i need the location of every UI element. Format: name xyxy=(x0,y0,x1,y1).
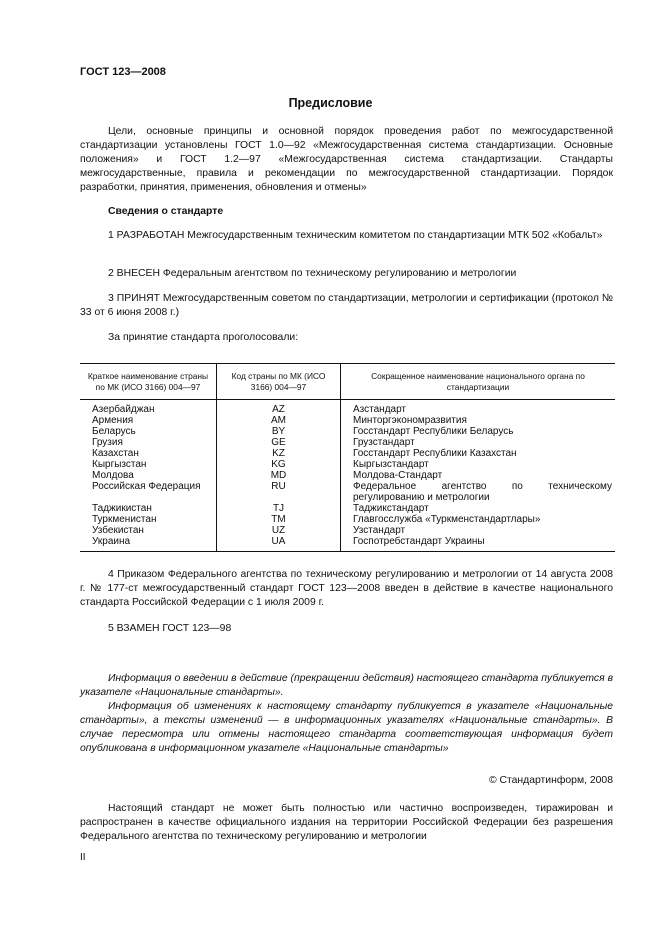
page-title: Предисловие xyxy=(288,96,373,110)
cell-body: Минторгэкономразвития xyxy=(353,415,467,426)
info-paragraph-2: Информация об изменениях к настоящему стандарту публикуется в указателе «Национальные стандарты», а тексты изменений — в информационных указателях «Национальные стандарты». В случае пересмотра или отмены настоящего стандарта соответствующая информация будет опубликована в информационном указателе «Национальные стандарты» xyxy=(80,701,613,754)
item-3: 3 ПРИНЯТ Межгосударственным советом по стандартизации, метрологии и сертификации (протокол № 33 от 6 июня 2008 г.) xyxy=(80,293,613,318)
cell-code: UA xyxy=(217,536,341,552)
cell-body: Госпотребстандарт Украины xyxy=(353,536,485,547)
cell-code: GE xyxy=(217,437,341,448)
table-row xyxy=(80,459,615,470)
document-code: ГОСТ 123—2008 xyxy=(80,66,166,78)
table-row xyxy=(80,503,615,514)
cell-country: Казахстан xyxy=(92,448,139,459)
column-header-country: Краткое наименование страны по МК (ИСО 3166) 004—97 xyxy=(80,364,217,400)
cell-country: Молдова xyxy=(92,470,134,481)
cell-body: Грузстандарт xyxy=(353,437,415,448)
cell-body: Кыргызстандарт xyxy=(353,459,429,470)
table-row xyxy=(80,470,615,481)
cell-code: RU xyxy=(217,481,341,503)
copyright: © Стандартинформ, 2008 xyxy=(488,775,613,786)
cell-country: Грузия xyxy=(92,437,123,448)
cell-body: Молдова-Стандарт xyxy=(353,470,443,481)
item-5: 5 ВЗАМЕН ГОСТ 123—98 xyxy=(108,623,232,634)
item-4: 4 Приказом Федерального агентства по техническому регулированию и метрологии от 14 августа 2008 г. № 177-ст межгосударственный стандарт ГОСТ 123—2008 введен в действие в качестве национального стандарта Российской Федерации с 1 июля 2009 г. xyxy=(80,569,613,608)
cell-code: AM xyxy=(217,415,341,426)
column-header-body: Сокращенное наименование национального органа по стандартизации xyxy=(341,364,616,400)
cell-country: Узбекистан xyxy=(92,525,144,536)
cell-code: MD xyxy=(217,470,341,481)
table-row xyxy=(80,426,615,437)
cell-country: Таджикистан xyxy=(92,503,152,514)
column-header-code: Код страны по МК (ИСО 3166) 004—97 xyxy=(217,364,341,400)
table-row xyxy=(80,415,615,426)
info-paragraph-1: Информация о введении в действие (прекращении действия) настоящего стандарта публикуется в указателе «Национальные стандарты». xyxy=(80,673,613,698)
table-row xyxy=(80,514,615,525)
table-row xyxy=(80,400,615,416)
cell-country: Беларусь xyxy=(92,426,136,437)
cell-code: TM xyxy=(217,514,341,525)
cell-code: KG xyxy=(217,459,341,470)
cell-country: Армения xyxy=(92,415,134,426)
cell-body: Азстандарт xyxy=(353,404,407,415)
table-row xyxy=(80,437,615,448)
cell-code: UZ xyxy=(217,525,341,536)
intro-paragraph: Цели, основные принципы и основной порядок проведения работ по межгосударственной стандартизации установлены ГОСТ 1.0—92 «Межгосударственная система стандартизации. Основные положения» и ГОСТ 1.2—97 «Межгосударственная система стандартизации. Стандарты межгосударственные, правила и рекомендации по межгосударственной стандартизации. Порядок разработки, принятия, применения, обновления и отмены» xyxy=(80,126,613,193)
item-1: 1 РАЗРАБОТАН Межгосударственным техническим комитетом по стандартизации МТК 502 «Кобальт» xyxy=(108,230,603,241)
cell-country: Азербайджан xyxy=(92,404,155,415)
cell-body: Госстандарт Республики Казахстан xyxy=(353,448,517,459)
reproduction-notice: Настоящий стандарт не может быть полностью или частично воспроизведен, тиражирован и распространен в качестве официального издания на территории Российской Федерации без разрешения Федерального агентства по техническому регулированию и метрологии xyxy=(80,803,613,842)
cell-body: Узстандарт xyxy=(353,525,406,536)
cell-code: TJ xyxy=(217,503,341,514)
table-row xyxy=(80,525,615,536)
item-2: 2 ВНЕСЕН Федеральным агентством по техническому регулированию и метрологии xyxy=(108,268,517,279)
cell-country: Кыргызстан xyxy=(92,459,147,470)
cell-country: Российская Федерация xyxy=(92,481,201,492)
cell-country: Туркменистан xyxy=(92,514,157,525)
cell-body: Госстандарт Республики Беларусь xyxy=(353,426,514,437)
cell-body: Таджикстандарт xyxy=(353,503,429,514)
page-number: II xyxy=(80,852,86,863)
cell-code: BY xyxy=(217,426,341,437)
cell-code: KZ xyxy=(217,448,341,459)
table-row xyxy=(80,448,615,459)
table-row xyxy=(80,481,615,503)
cell-country: Украина xyxy=(92,536,131,547)
table-row xyxy=(80,536,615,552)
voted-label: За принятие стандарта проголосовали: xyxy=(108,332,299,343)
info-heading: Сведения о стандарте xyxy=(108,206,224,217)
cell-body: Федеральное агентство по техническому регулированию и метрологии xyxy=(353,481,612,503)
cell-code: AZ xyxy=(217,400,341,416)
member-states-table xyxy=(80,363,615,552)
table-header-row xyxy=(80,364,615,400)
cell-body: Главгосслужба «Туркменстандартлары» xyxy=(353,514,541,525)
